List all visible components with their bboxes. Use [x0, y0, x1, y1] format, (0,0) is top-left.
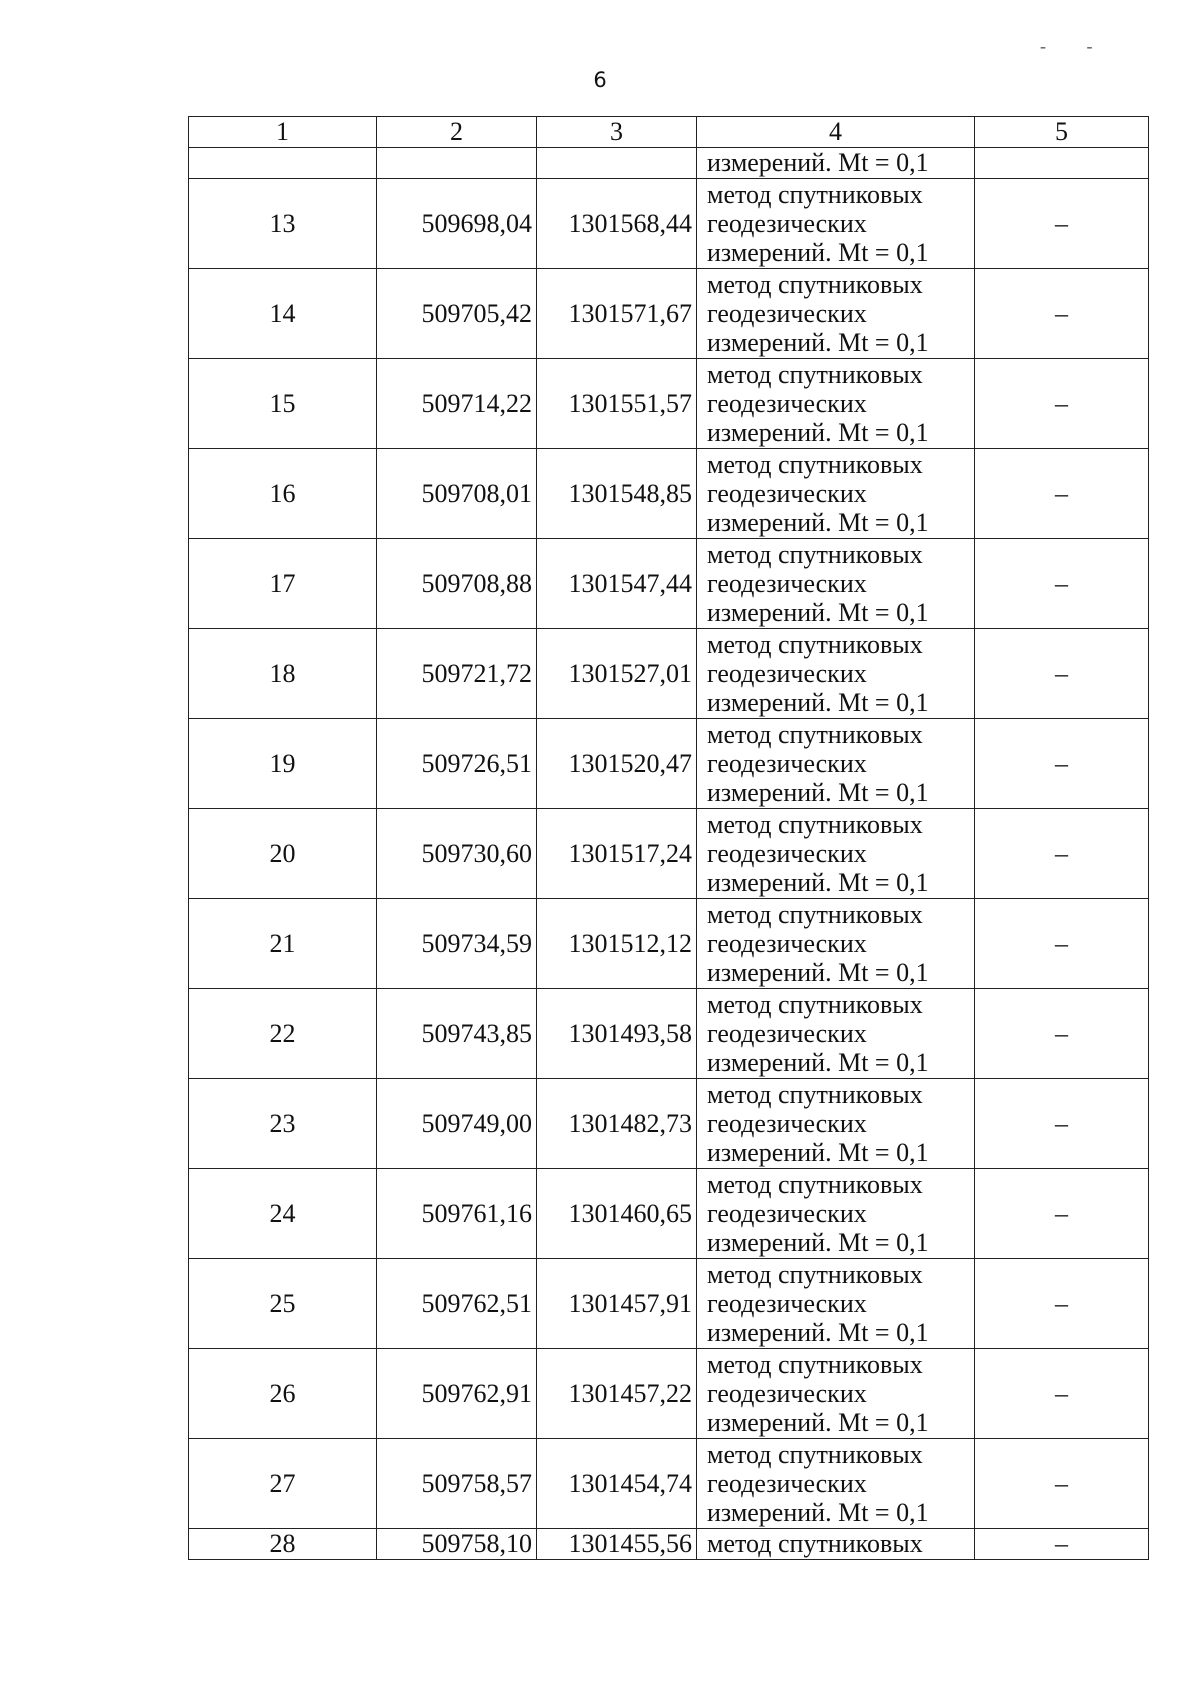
header-row	[189, 117, 1149, 148]
table-row-continued	[189, 148, 1149, 179]
page-number: 6	[593, 68, 607, 92]
method-line: метод спутниковых	[707, 360, 923, 389]
method-line: метод спутниковых	[707, 1440, 923, 1469]
cell-method	[697, 809, 975, 899]
cell-point-number: 15	[189, 359, 377, 449]
cell-note: –	[975, 719, 1149, 809]
method-line: метод спутниковых	[707, 270, 923, 299]
cell-method	[697, 449, 975, 539]
coordinates-table	[188, 116, 1149, 1560]
cell-method	[697, 1169, 975, 1259]
method-line: измерений. Mt = 0,1	[707, 1408, 929, 1437]
cell-y-coordinate: 1301571,67	[537, 269, 697, 359]
column-header: 3	[537, 117, 697, 148]
table-row	[189, 179, 1149, 269]
method-line: геодезических	[707, 1109, 867, 1138]
table-row	[189, 899, 1149, 989]
cell-y-coordinate: 1301512,12	[537, 899, 697, 989]
cell-point-number: 23	[189, 1079, 377, 1169]
cell-method	[697, 359, 975, 449]
cell-point-number: 22	[189, 989, 377, 1079]
table-row	[189, 1259, 1149, 1349]
cell-point-number: 24	[189, 1169, 377, 1259]
cell-method	[697, 1349, 975, 1439]
table-row	[189, 1439, 1149, 1529]
method-line: метод спутниковых	[707, 810, 923, 839]
table-row	[189, 449, 1149, 539]
cell-empty	[537, 148, 697, 179]
cell-method-head: метод спутниковых	[697, 1529, 975, 1560]
cell-point-number: 13	[189, 179, 377, 269]
cell-method	[697, 179, 975, 269]
cell-method	[697, 1259, 975, 1349]
method-line: измерений. Mt = 0,1	[707, 508, 929, 537]
cell-method	[697, 539, 975, 629]
method-line: метод спутниковых	[707, 990, 923, 1019]
method-line: измерений. Mt = 0,1	[707, 868, 929, 897]
corner-mark: - -	[1040, 36, 1111, 56]
column-header: 1	[189, 117, 377, 148]
method-line: измерений. Mt = 0,1	[707, 1138, 929, 1167]
cell-method	[697, 629, 975, 719]
method-line: геодезических	[707, 209, 867, 238]
method-line: измерений. Mt = 0,1	[707, 1048, 929, 1077]
cell-y-coordinate: 1301457,22	[537, 1349, 697, 1439]
cell-note: –	[975, 1079, 1149, 1169]
method-line: измерений. Mt = 0,1	[707, 1228, 929, 1257]
table-row	[189, 809, 1149, 899]
method-line: метод спутниковых	[707, 1350, 923, 1379]
method-line: геодезических	[707, 839, 867, 868]
method-line: измерений. Mt = 0,1	[707, 778, 929, 807]
column-header: 4	[697, 117, 975, 148]
method-line: геодезических	[707, 569, 867, 598]
cell-note: –	[975, 1169, 1149, 1259]
cell-note: –	[975, 539, 1149, 629]
method-line: метод спутниковых	[707, 1170, 923, 1199]
column-header: 5	[975, 117, 1149, 148]
cell-y-coordinate: 1301493,58	[537, 989, 697, 1079]
table-row	[189, 539, 1149, 629]
cell-method	[697, 719, 975, 809]
cell-method-tail: измерений. Mt = 0,1	[697, 148, 975, 179]
cell-x-coordinate: 509721,72	[377, 629, 537, 719]
cell-point-number: 20	[189, 809, 377, 899]
method-line: метод спутниковых	[707, 540, 923, 569]
table-row	[189, 359, 1149, 449]
method-line: геодезических	[707, 1199, 867, 1228]
cell-x-coordinate: 509761,16	[377, 1169, 537, 1259]
table-row	[189, 989, 1149, 1079]
cell-note: –	[975, 1439, 1149, 1529]
method-line: геодезических	[707, 479, 867, 508]
cell-point-number: 18	[189, 629, 377, 719]
table-row	[189, 1349, 1149, 1439]
cell-note: –	[975, 1259, 1149, 1349]
method-line: геодезических	[707, 659, 867, 688]
cell-y-coordinate: 1301457,91	[537, 1259, 697, 1349]
method-line: метод спутниковых	[707, 450, 923, 479]
cell-note: –	[975, 1529, 1149, 1560]
cell-x-coordinate: 509714,22	[377, 359, 537, 449]
cell-method	[697, 269, 975, 359]
cell-x-coordinate: 509734,59	[377, 899, 537, 989]
cell-x-coordinate: 509749,00	[377, 1079, 537, 1169]
cell-point-number: 16	[189, 449, 377, 539]
method-line: измерений. Mt = 0,1	[707, 238, 929, 267]
cell-y-coordinate: 1301460,65	[537, 1169, 697, 1259]
cell-point-number: 17	[189, 539, 377, 629]
method-line: геодезических	[707, 1469, 867, 1498]
method-line: геодезических	[707, 749, 867, 778]
method-line: геодезических	[707, 1019, 867, 1048]
column-header: 2	[377, 117, 537, 148]
method-line: метод спутниковых	[707, 1080, 923, 1109]
table-row	[189, 269, 1149, 359]
method-line: геодезических	[707, 929, 867, 958]
cell-y-coordinate: 1301455,56	[537, 1529, 697, 1560]
cell-empty	[189, 148, 377, 179]
cell-note: –	[975, 269, 1149, 359]
cell-x-coordinate: 509758,57	[377, 1439, 537, 1529]
table-row	[189, 719, 1149, 809]
method-line: метод спутниковых	[707, 1260, 923, 1289]
cell-x-coordinate: 509726,51	[377, 719, 537, 809]
table-row-last	[189, 1529, 1149, 1560]
cell-note: –	[975, 809, 1149, 899]
cell-method	[697, 1079, 975, 1169]
cell-y-coordinate: 1301520,47	[537, 719, 697, 809]
method-line: метод спутниковых	[707, 630, 923, 659]
cell-note: –	[975, 449, 1149, 539]
cell-x-coordinate: 509708,88	[377, 539, 537, 629]
cell-x-coordinate: 509762,51	[377, 1259, 537, 1349]
method-line: измерений. Mt = 0,1	[707, 1318, 929, 1347]
cell-method	[697, 899, 975, 989]
cell-method	[697, 989, 975, 1079]
table-row	[189, 1079, 1149, 1169]
method-line: измерений. Mt = 0,1	[707, 598, 929, 627]
cell-point-number: 25	[189, 1259, 377, 1349]
method-line: измерений. Mt = 0,1	[707, 418, 929, 447]
cell-x-coordinate: 509743,85	[377, 989, 537, 1079]
cell-point-number: 28	[189, 1529, 377, 1560]
cell-x-coordinate: 509705,42	[377, 269, 537, 359]
method-line: метод спутниковых	[707, 900, 923, 929]
method-line: измерений. Mt = 0,1	[707, 688, 929, 717]
cell-note: –	[975, 989, 1149, 1079]
cell-y-coordinate: 1301548,85	[537, 449, 697, 539]
method-line: измерений. Mt = 0,1	[707, 1498, 929, 1527]
cell-y-coordinate: 1301482,73	[537, 1079, 697, 1169]
cell-note: –	[975, 629, 1149, 719]
cell-y-coordinate: 1301551,57	[537, 359, 697, 449]
cell-note: –	[975, 1349, 1149, 1439]
cell-y-coordinate: 1301454,74	[537, 1439, 697, 1529]
cell-point-number: 14	[189, 269, 377, 359]
cell-point-number: 19	[189, 719, 377, 809]
cell-x-coordinate: 509708,01	[377, 449, 537, 539]
cell-note: –	[975, 359, 1149, 449]
cell-point-number: 21	[189, 899, 377, 989]
method-line: метод спутниковых	[707, 720, 923, 749]
cell-x-coordinate: 509730,60	[377, 809, 537, 899]
table-row	[189, 1169, 1149, 1259]
cell-x-coordinate: 509758,10	[377, 1529, 537, 1560]
cell-empty	[975, 148, 1149, 179]
method-line: геодезических	[707, 1289, 867, 1318]
cell-y-coordinate: 1301517,24	[537, 809, 697, 899]
cell-empty	[377, 148, 537, 179]
table-row	[189, 629, 1149, 719]
cell-note: –	[975, 179, 1149, 269]
method-line: геодезических	[707, 389, 867, 418]
method-line: измерений. Mt = 0,1	[707, 328, 929, 357]
cell-y-coordinate: 1301527,01	[537, 629, 697, 719]
cell-point-number: 27	[189, 1439, 377, 1529]
method-line: метод спутниковых	[707, 180, 923, 209]
cell-y-coordinate: 1301568,44	[537, 179, 697, 269]
cell-x-coordinate: 509762,91	[377, 1349, 537, 1439]
method-line: измерений. Mt = 0,1	[707, 958, 929, 987]
cell-note: –	[975, 899, 1149, 989]
method-line: геодезических	[707, 1379, 867, 1408]
cell-y-coordinate: 1301547,44	[537, 539, 697, 629]
cell-x-coordinate: 509698,04	[377, 179, 537, 269]
cell-method	[697, 1439, 975, 1529]
cell-point-number: 26	[189, 1349, 377, 1439]
method-line: геодезических	[707, 299, 867, 328]
